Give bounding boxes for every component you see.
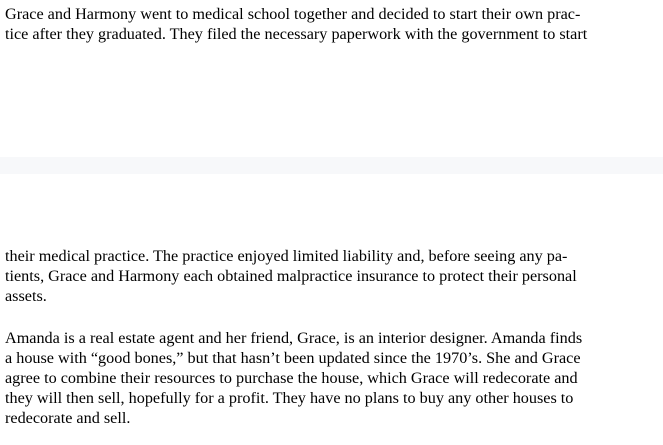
text-line: Grace and Harmony went to medical school together and decided to start their own prac-: [5, 5, 581, 23]
text-line: Amanda is a real estate agent and her friend, Grace, is an interior designer. Amanda finds: [5, 329, 583, 347]
text-line: assets.: [5, 287, 47, 305]
text-line: they will then sell, hopefully for a profit. They have no plans to buy any other houses to: [5, 389, 574, 407]
page-bottom: [0, 174, 663, 445]
page-top: [0, 0, 663, 157]
page-break-gap: [0, 157, 663, 174]
text-line: a house with “good bones,” but that hasn’t been updated since the 1970’s. She and Grace: [5, 349, 581, 367]
text-line: tients, Grace and Harmony each obtained malpractice insurance to protect their personal: [5, 267, 577, 285]
text-line: their medical practice. The practice enjoyed limited liability and, before seeing any pa-: [5, 247, 568, 265]
text-line: tice after they graduated. They filed the necessary paperwork with the government to start: [5, 25, 588, 43]
text-line: redecorate and sell.: [5, 409, 131, 427]
text-line: agree to combine their resources to purchase the house, which Grace will redecorate and: [5, 369, 578, 387]
